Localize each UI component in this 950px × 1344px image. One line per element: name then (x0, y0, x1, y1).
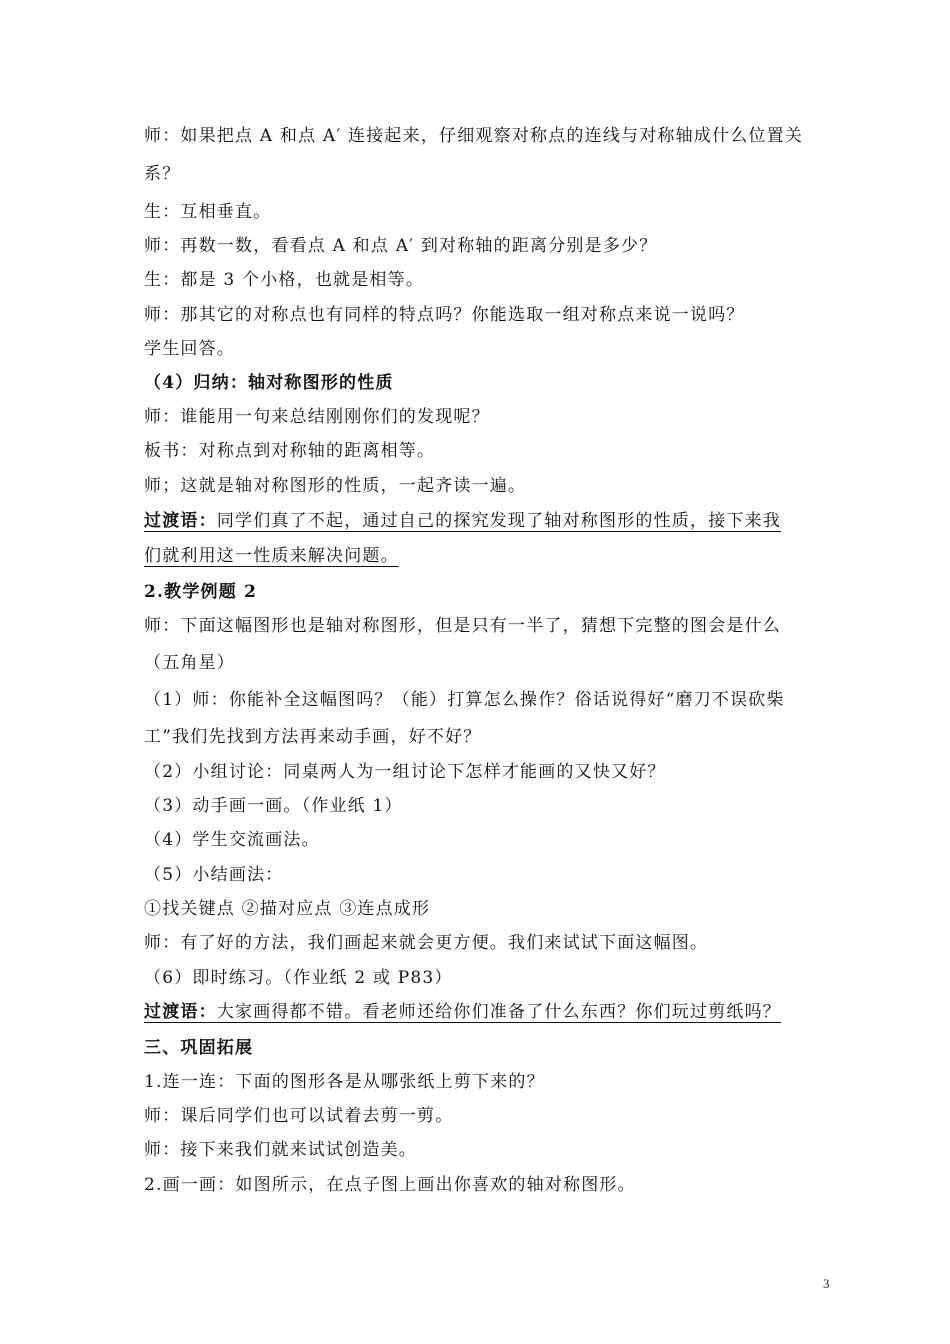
text-line: 师：那其它的对称点也有同样的特点吗？你能选取一组对称点来说一说吗？ (144, 305, 745, 325)
text-line: 学生回答。 (144, 339, 235, 359)
text-line: 师：课后同学们也可以试着去剪一剪。 (144, 1106, 454, 1126)
text-line: 系？ (144, 164, 181, 184)
section-heading: 三、巩固拓展 (144, 1038, 254, 1058)
text-line: 师：谁能用一句来总结刚刚你们的发现呢？ (144, 407, 490, 427)
text-line: （4）学生交流画法。 (144, 830, 320, 850)
text-line: 师；这就是轴对称图形的性质，一起齐读一遍。 (144, 476, 527, 496)
text-line: 们就利用这一性质来解决问题。 (144, 546, 399, 566)
text-line: （2）小组讨论：同桌两人为一组讨论下怎样才能画的又快又好？ (144, 762, 666, 782)
page-number: 3 (823, 1276, 830, 1291)
text-line: 师：再数一数，看看点 A 和点 A′ 到对称轴的距离分别是多少？ (144, 236, 658, 256)
transition-label: 过渡语： (144, 511, 217, 531)
section-heading: 2.教学例题 2 (144, 582, 258, 602)
transition-text: 同学们真了不起，通过自己的探究发现了轴对称图形的性质，接下来我 (216, 511, 782, 531)
text-line: （五角星） (144, 653, 235, 673)
transition-line (144, 509, 810, 533)
transition-label: 过渡语： (144, 1002, 217, 1022)
text-line: ①找关键点 ②描对应点 ③连点成形 (144, 899, 431, 919)
text-line: 工”我们先找到方法再来动手画，好不好？ (144, 727, 482, 747)
text-line: 师：接下来我们就来试试创造美。 (144, 1140, 417, 1160)
text-line: （1）师：你能补全这幅图吗？（能）打算怎么操作？俗话说得好“磨刀不误砍柴 (144, 690, 785, 710)
text-line: 师：有了好的方法，我们画起来就会更方便。我们来试试下面这幅图。 (144, 933, 709, 953)
text-line: 1.连一连：下面的图形各是从哪张纸上剪下来的？ (144, 1072, 545, 1092)
section-heading: （4）归纳：轴对称图形的性质 (144, 373, 394, 393)
text-line: 师：如果把点 A 和点 A′ 连接起来，仔细观察对称点的连线与对称轴成什么位置关 (144, 126, 804, 146)
text-line: 生：都是 3 个小格，也就是相等。 (144, 270, 425, 290)
text-line: （6）即时练习。（作业纸 2 或 P83） (144, 968, 453, 988)
text-line: 2.画一画：如图所示，在点子图上画出你喜欢的轴对称图形。 (144, 1175, 636, 1195)
transition-text: 大家画得都不错。看老师还给你们准备了什么东西？你们玩过剪纸吗？ (216, 1002, 782, 1022)
text-line: 师：下面这幅图形也是轴对称图形，但是只有一半了，猜想下完整的图会是什么 (144, 616, 781, 636)
text-line: 板书：对称点到对称轴的距离相等。 (144, 441, 436, 461)
transition-line (144, 1000, 810, 1024)
text-line: 生：互相垂直。 (144, 202, 272, 222)
text-line: （5）小结画法： (144, 865, 284, 885)
text-line: （3）动手画一画。（作业纸 1） (144, 796, 403, 816)
